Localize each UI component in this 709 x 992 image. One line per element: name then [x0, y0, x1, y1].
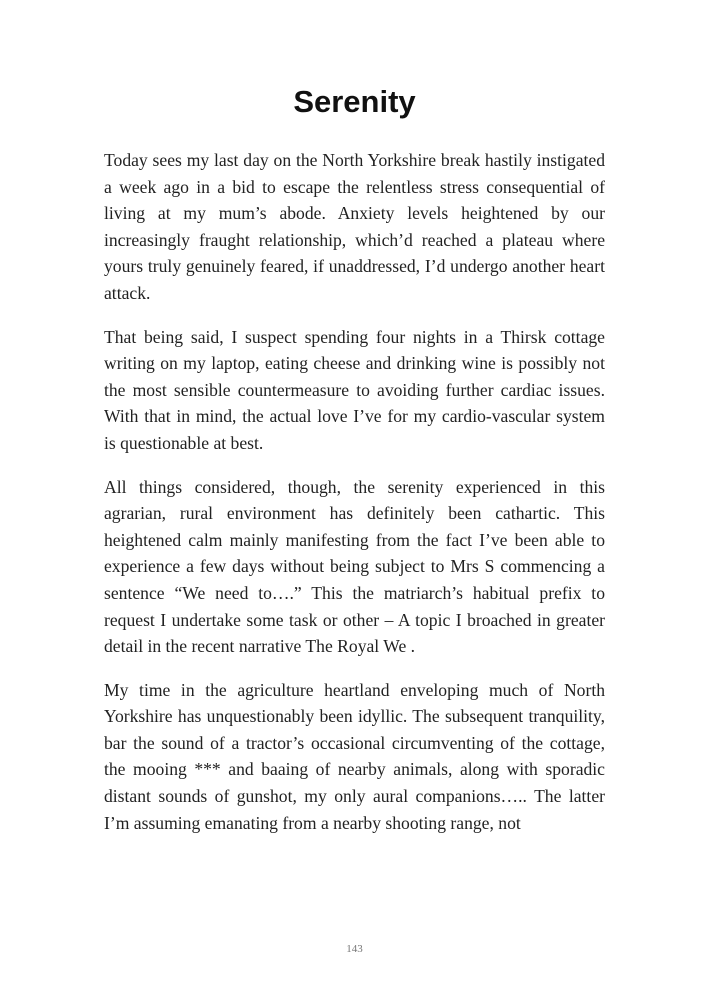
paragraph: My time in the agriculture heartland enveloping much of North Yorkshire has unquestionably been idyllic. The subsequent tranquility, bar the sound of a tractor’s occasional circumventing of the cottage, the mooing *** and baaing of nearby animals, along with sporadic distant sounds of gunshot, my only aural companions….. The latter I’m assuming emanating from a nearby shooting range, not	[104, 679, 605, 833]
paragraph: Today sees my last day on the North Yorkshire break hastily instigated a week ago in a bid to escape the relentless stress consequential of living at my mum’s abode. Anxiety levels heightened by our increasingly fraught relationship, which’d reached a plateau where yours truly genuinely feared, if unaddressed, I’d undergo another heart attack.	[104, 150, 605, 303]
page-number: 143	[346, 943, 363, 955]
chapter-body	[104, 147, 605, 853]
paragraph: That being said, I suspect spending four nights in a Thirsk cottage writing on my laptop, eating cheese and drinking wine is possibly not the most sensible countermeasure to avoiding further cardiac issues. With that in mind, the actual love I’ve for my cardio-vascular system is questionable at best.	[104, 326, 605, 453]
paragraph: All things considered, though, the serenity experienced in this agrarian, rural environment has definitely been cathartic. This heightened calm mainly manifesting from the fact I’ve been able to experience a few days without being subject to Mrs S commencing a sentence “We need to….” This the matriarch’s habitual prefix to request I undertake some task or other – A topic I broached in greater detail in the recent narrative The Royal We .	[104, 476, 605, 657]
chapter-title: Serenity	[293, 84, 416, 119]
